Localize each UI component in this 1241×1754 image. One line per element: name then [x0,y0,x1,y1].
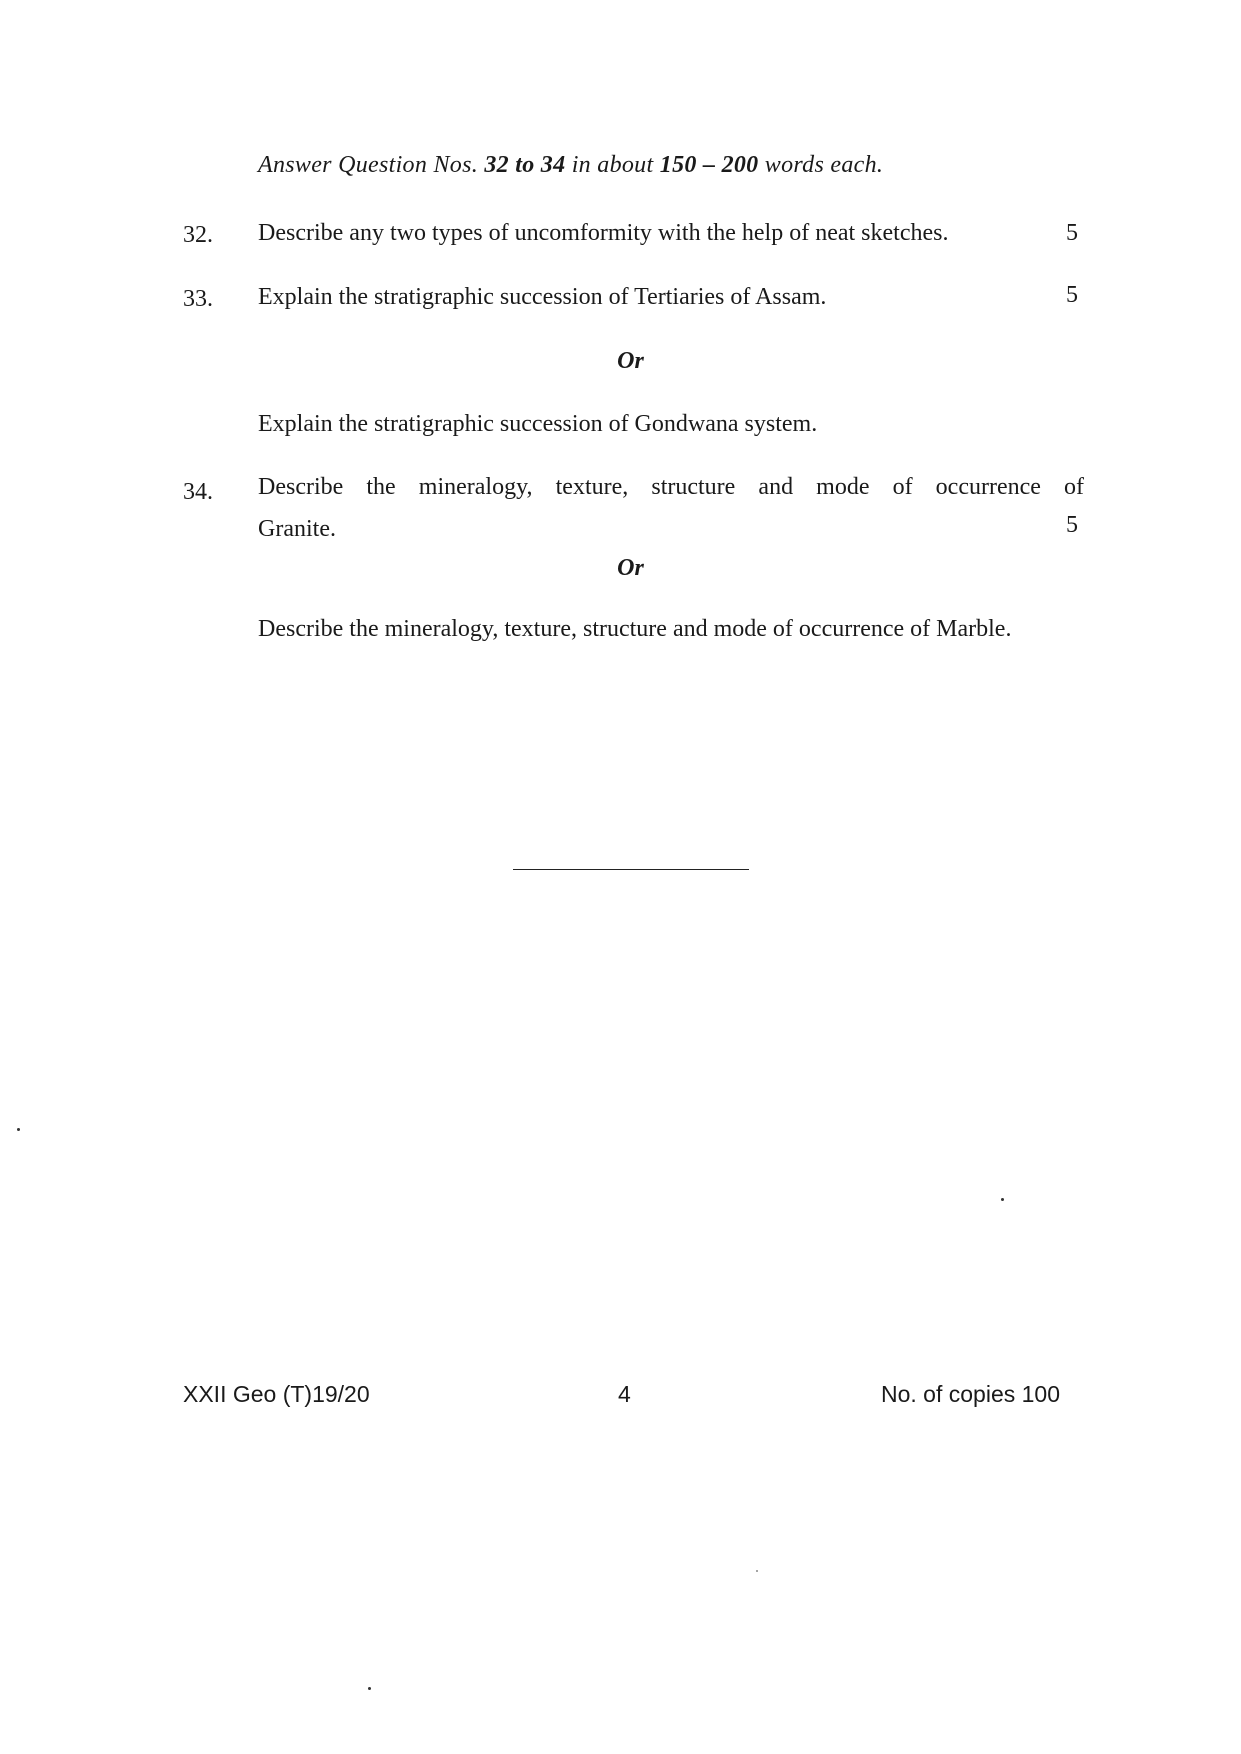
footer-copies: No. of copies 100 [881,1381,1061,1407]
instruction-middle: in about [571,152,654,178]
instruction-words: 150 – 200 [659,152,759,178]
question-34-text-line1: Describe the mineralogy, texture, structure and mode of occurrence of [258,474,1084,500]
question-34-or: Or [617,555,644,581]
question-32-number: 32. [183,222,213,248]
question-33-number: 33. [183,286,213,312]
footer-page-number: 4 [618,1381,631,1407]
question-34-alternative: Describe the mineralogy, texture, structure and mode of occurrence of Marble. [258,616,1012,642]
question-33-alternative: Explain the stratigraphic succession of Gondwana system. [258,411,818,437]
instruction-prefix: Answer Question Nos. [258,152,479,178]
question-34-text-line2: Granite. [258,516,336,542]
question-34-number: 34. [183,479,213,505]
question-33-or: Or [617,348,644,374]
question-33-marks: 5 [1066,282,1078,308]
question-34-marks: 5 [1066,512,1078,538]
scan-speck [17,1128,20,1131]
question-33-text: Explain the stratigraphic succession of Tertiaries of Assam. [258,284,827,310]
instruction-range: 32 to 34 [484,152,566,178]
footer-paper-code: XXII Geo (T)19/20 [183,1381,370,1407]
instruction-suffix: words each. [764,152,884,178]
section-instruction [258,152,883,179]
question-32-marks: 5 [1066,220,1078,246]
scan-speck [756,1570,758,1572]
scan-speck [1001,1198,1004,1201]
scan-speck [368,1687,371,1690]
question-32-text: Describe any two types of uncomformity with the help of neat sketches. [258,220,949,246]
end-rule [513,869,749,870]
